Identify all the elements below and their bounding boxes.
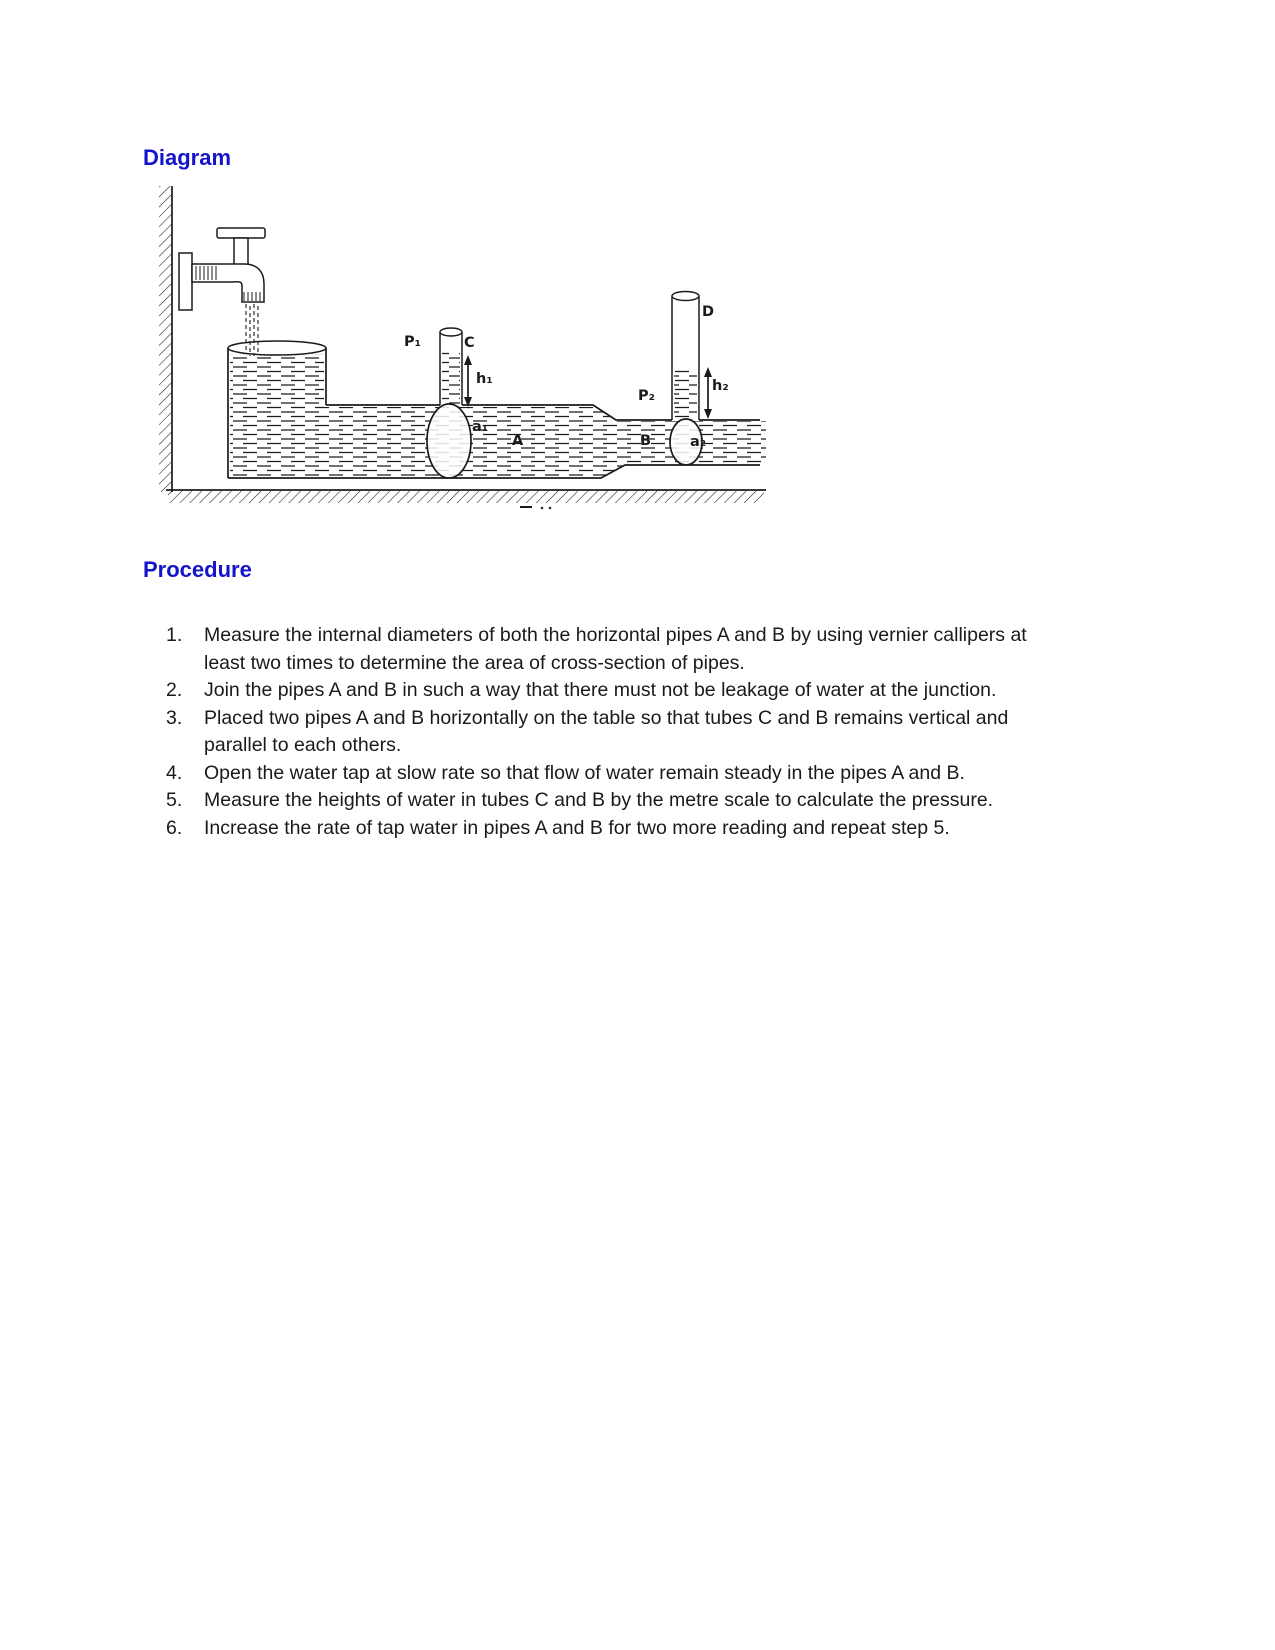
tap-handle-bar	[217, 228, 265, 238]
water-tap	[179, 228, 265, 310]
h1-arrow	[464, 355, 472, 407]
tap-wall-plate	[179, 253, 192, 310]
procedure-step	[166, 787, 1066, 815]
procedure-step	[166, 677, 1066, 705]
step-number: 6.	[166, 816, 183, 839]
label-d: D	[702, 304, 715, 320]
step-number: 4.	[166, 761, 183, 784]
label-a1: a₁	[472, 419, 489, 435]
cross-section-a1	[427, 404, 471, 478]
vertical-tube-d	[672, 292, 699, 421]
label-pipe-a: A	[512, 433, 524, 449]
tank-rim	[228, 341, 326, 355]
label-h2: h₂	[712, 378, 729, 394]
step-text: Placed two pipes A and B horizontally on the table so that tubes C and B remains vertical and parallel to each others.	[204, 706, 1009, 756]
procedure-step	[166, 815, 1066, 843]
step-text: Increase the rate of tap water in pipes A and B for two more reading and repeat step 5.	[204, 816, 950, 839]
wall-hatching	[159, 186, 172, 492]
falling-water	[246, 304, 258, 356]
step-number: 3.	[166, 706, 183, 729]
label-p2: P₂	[638, 388, 655, 404]
label-p1: P₁	[404, 334, 421, 350]
ground-hatching	[168, 491, 764, 503]
step-text: Measure the internal diameters of both the horizontal pipes A and B by using vernier callipers at least two times to determine the area of cross-section of pipes.	[204, 624, 1027, 674]
tube-c-water	[442, 351, 460, 407]
label-h1: h₁	[476, 371, 493, 387]
apparatus-svg	[146, 180, 794, 520]
scan-artifact	[520, 507, 551, 509]
procedure-step	[166, 622, 1066, 677]
step-text: Open the water tap at slow rate so that flow of water remain steady in the pipes A and B.	[204, 761, 965, 784]
procedure-steps	[166, 622, 1066, 842]
step-number: 1.	[166, 624, 183, 646]
apparatus-figure	[146, 180, 794, 525]
step-number: 5.	[166, 789, 183, 811]
procedure-step	[166, 705, 1066, 760]
vertical-tube-c	[440, 328, 462, 407]
tap-body	[192, 264, 264, 302]
tap-handle-stem	[234, 238, 248, 266]
step-text: Join the pipes A and B in such a way that there must not be leakage of water at the junction.	[204, 679, 997, 701]
tube-d-water	[674, 368, 697, 420]
label-a2: a₂	[690, 434, 707, 450]
h2-arrow	[704, 367, 712, 419]
tank-water	[230, 354, 324, 476]
procedure-step	[166, 760, 1066, 788]
supply-tank	[228, 341, 326, 478]
tube-c-rim	[440, 328, 462, 336]
label-pipe-b: B	[640, 433, 652, 449]
step-number: 2.	[166, 679, 183, 701]
step-text: Measure the heights of water in tubes C and B by the metre scale to calculate the pressure.	[204, 789, 994, 811]
diagram-heading: Diagram	[143, 145, 232, 170]
procedure-heading: Procedure	[143, 557, 252, 582]
tube-d-rim	[672, 292, 699, 301]
label-c: C	[464, 335, 475, 351]
